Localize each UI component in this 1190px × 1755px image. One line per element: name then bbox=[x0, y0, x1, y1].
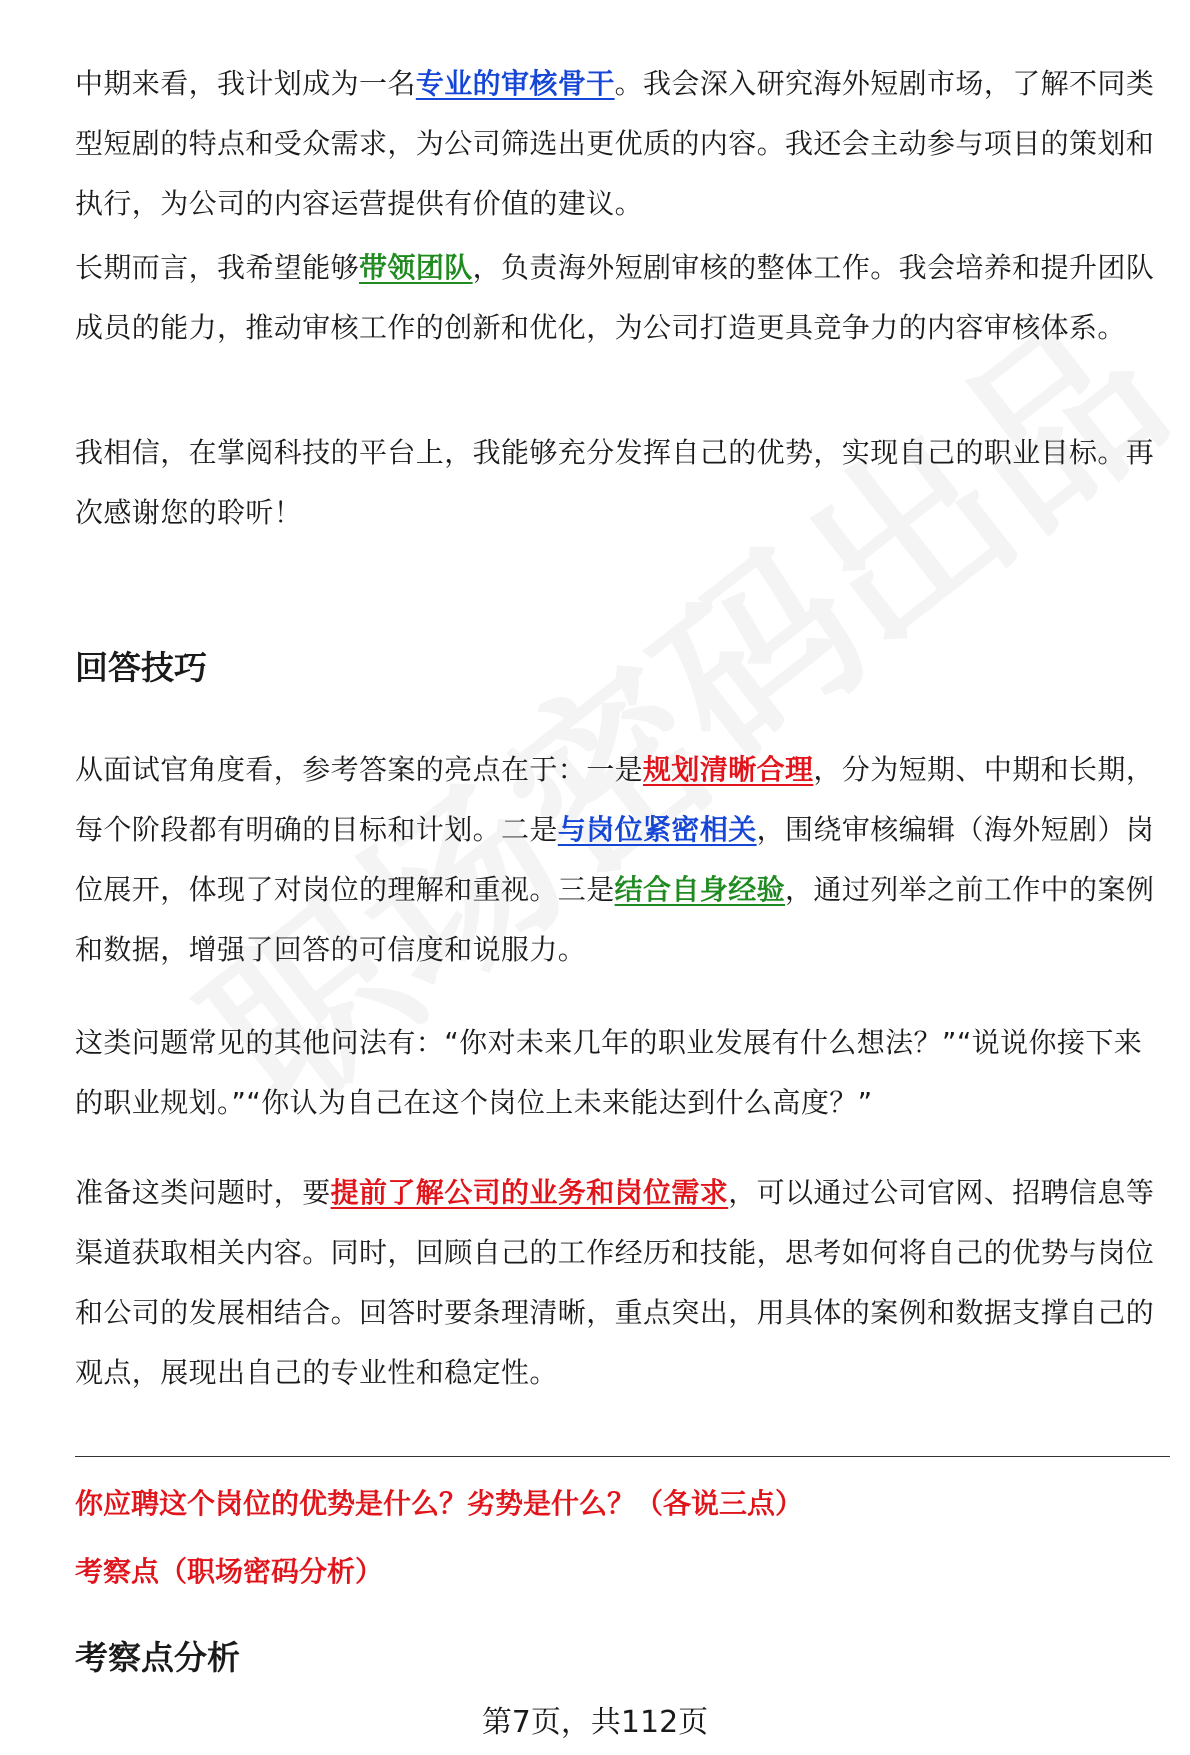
highlight-professional-reviewer: 专业的审核骨干 bbox=[415, 67, 615, 100]
highlight-own-experience: 结合自身经验 bbox=[614, 873, 786, 906]
text-span: ，可以通过公司官网、招聘信息等渠道获取相关内容。同时，回顾自己的工作经历和技能，思考如何将自己的优势与岗位和公司的发展相结合。回答时要条理清晰，重点突出，用具体的案例和数据支撑自己的观点，展现出自己的专业性和稳定性。 bbox=[75, 1176, 1155, 1389]
paragraph-interviewer-view bbox=[75, 740, 1165, 980]
paragraph-long-term bbox=[75, 238, 1165, 358]
text-span: ，通过列举之前工作中的案例和数据，增强了回答的可信度和说服力。 bbox=[75, 873, 1155, 966]
text-span: ，负责海外短剧审核的整体工作。我会培养和提升团队成员的能力，推动审核工作的创新和优化，为公司打造更具竞争力的内容审核体系。 bbox=[75, 251, 1155, 344]
paragraph-closing bbox=[75, 423, 1165, 543]
paragraph-alternate-questions bbox=[75, 1013, 1165, 1133]
paragraph-preparation bbox=[75, 1163, 1165, 1403]
highlight-job-related: 与岗位紧密相关 bbox=[557, 813, 757, 846]
highlight-understand-business: 提前了解公司的业务和岗位需求 bbox=[330, 1176, 729, 1209]
text-span: 。我会深入研究海外短剧市场，了解不同类型短剧的特点和受众需求，为公司筛选出更优质的内容。我还会主动参与项目的策划和执行，为公司的内容运营提供有价值的建议。 bbox=[75, 67, 1155, 220]
text-span: 中期来看，我计划成为一名 bbox=[75, 67, 416, 100]
highlight-lead-team: 带领团队 bbox=[359, 251, 473, 284]
exam-point-label: 考察点（职场密码分析） bbox=[75, 1555, 384, 1588]
text-span: 这类问题常见的其他问法有：“你对未来几年的职业发展有什么想法？”“说说你接下来的职业规划。”“你认为自己在这个岗位上未来能达到什么高度？” bbox=[75, 1026, 1143, 1119]
text-span: ，围绕审核编辑（海外短剧）岗位展开，体现了对岗位的理解和重视。三是 bbox=[75, 813, 1155, 906]
text-span: 我相信，在掌阅科技的平台上，我能够充分发挥自己的优势，实现自己的职业目标。再次感谢您的聆听！ bbox=[75, 436, 1155, 529]
page-number-footer: 第7页，共112页 bbox=[481, 1705, 709, 1740]
next-question-title: 你应聘这个岗位的优势是什么？劣势是什么？（各说三点） bbox=[75, 1487, 804, 1520]
highlight-clear-plan: 规划清晰合理 bbox=[643, 753, 814, 786]
analysis-heading: 考察点分析 bbox=[75, 1638, 240, 1677]
text-span: 从面试官角度看，参考答案的亮点在于：一是 bbox=[75, 753, 644, 786]
text-span: ，分为短期、中期和长期，每个阶段都有明确的目标和计划。二是 bbox=[75, 753, 1155, 846]
section-divider bbox=[75, 1456, 1170, 1457]
text-span: 长期而言，我希望能够 bbox=[75, 251, 360, 284]
section-heading-answer-tips: 回答技巧 bbox=[75, 648, 207, 687]
text-span: 准备这类问题时，要 bbox=[75, 1176, 331, 1209]
paragraph-mid-term bbox=[75, 54, 1165, 234]
